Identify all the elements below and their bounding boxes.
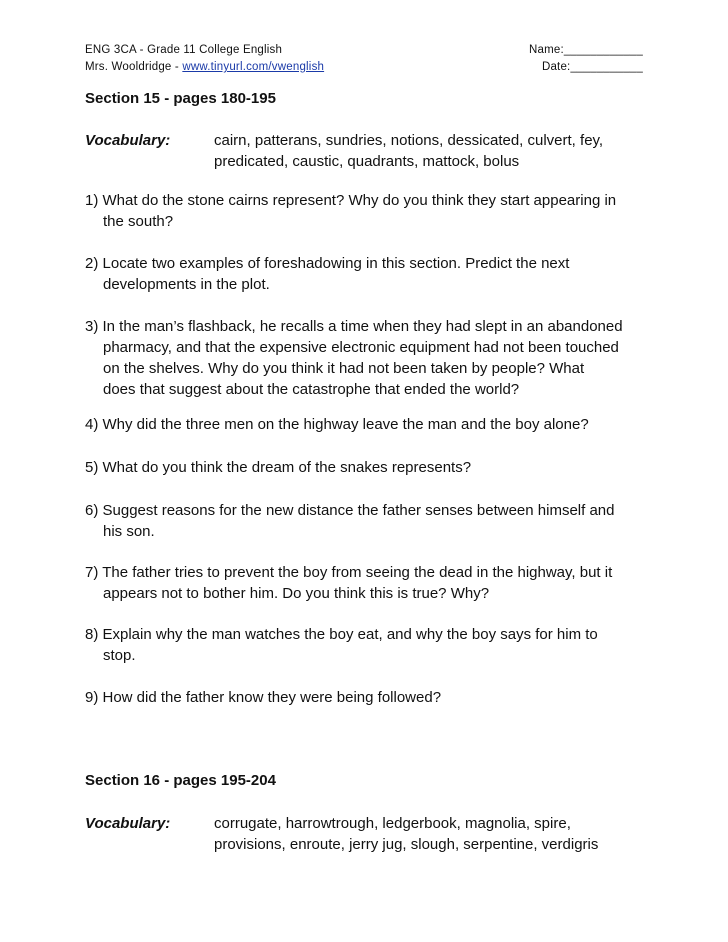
question-line: does that suggest about the catastrophe that ended the world? bbox=[103, 381, 520, 398]
question-line: on the shelves. Why do you think it had not been taken by people? What bbox=[103, 360, 585, 377]
teacher-name: Mrs. Wooldridge - bbox=[85, 61, 183, 73]
question-line: 6) Suggest reasons for the new distance the father senses between himself and bbox=[85, 502, 615, 519]
vocabulary-label: Vocabulary: bbox=[85, 815, 171, 832]
question-line: 4) Why did the three men on the highway leave the man and the boy alone? bbox=[85, 416, 589, 433]
question-line: pharmacy, and that the expensive electronic equipment had not been touched bbox=[103, 339, 619, 356]
question-5 bbox=[85, 457, 655, 478]
question-line: developments in the plot. bbox=[103, 276, 270, 293]
section-15-vocabulary bbox=[85, 130, 655, 172]
teacher-line bbox=[85, 59, 324, 76]
question-line: stop. bbox=[103, 647, 136, 664]
header-row-2 bbox=[85, 59, 643, 76]
vocabulary-line: predicated, caustic, quadrants, mattock, bolus bbox=[214, 153, 520, 170]
date-field: Date:___________ bbox=[541, 61, 643, 73]
teacher-website-link[interactable]: www.tinyurl.com/vwenglish bbox=[182, 61, 325, 73]
vocabulary-line: provisions, enroute, jerry jug, slough, serpentine, verdigris bbox=[214, 836, 599, 853]
question-1 bbox=[85, 190, 655, 232]
section-16-vocabulary bbox=[85, 813, 655, 855]
question-3 bbox=[85, 316, 655, 400]
question-4 bbox=[85, 414, 655, 435]
vocabulary-words bbox=[214, 130, 655, 172]
question-line: 2) Locate two examples of foreshadowing in this section. Predict the next bbox=[85, 255, 570, 272]
question-2 bbox=[85, 253, 655, 295]
question-line: his son. bbox=[103, 523, 155, 540]
question-8 bbox=[85, 624, 655, 666]
vocabulary-label: Vocabulary: bbox=[85, 132, 171, 149]
question-line: 3) In the man’s flashback, he recalls a time when they had slept in an abandoned bbox=[85, 318, 623, 335]
vocabulary-words bbox=[214, 813, 655, 855]
question-line: 8) Explain why the man watches the boy eat, and why the boy says for him to bbox=[85, 626, 598, 643]
question-line: 5) What do you think the dream of the snakes represents? bbox=[85, 459, 472, 476]
section-16-heading: Section 16 - pages 195-204 bbox=[85, 772, 276, 789]
worksheet-header bbox=[85, 42, 643, 76]
header-row-1 bbox=[85, 42, 643, 59]
question-line: the south? bbox=[103, 213, 174, 230]
question-line: 9) How did the father know they were being followed? bbox=[85, 689, 442, 706]
question-line: 1) What do the stone cairns represent? Why do you think they start appearing in bbox=[85, 192, 617, 209]
course-title: ENG 3CA - Grade 11 College English bbox=[85, 44, 283, 56]
section-15-heading: Section 15 - pages 180-195 bbox=[85, 90, 276, 107]
name-field: Name:____________ bbox=[528, 44, 643, 56]
question-7 bbox=[85, 562, 655, 604]
question-6 bbox=[85, 500, 655, 542]
question-line: 7) The father tries to prevent the boy from seeing the dead in the highway, but it bbox=[85, 564, 613, 581]
vocabulary-line: corrugate, harrowtrough, ledgerbook, magnolia, spire, bbox=[214, 815, 571, 832]
question-line: appears not to bother him. Do you think this is true? Why? bbox=[103, 585, 490, 602]
vocabulary-line: cairn, patterans, sundries, notions, dessicated, culvert, fey, bbox=[214, 132, 604, 149]
question-9 bbox=[85, 687, 655, 708]
